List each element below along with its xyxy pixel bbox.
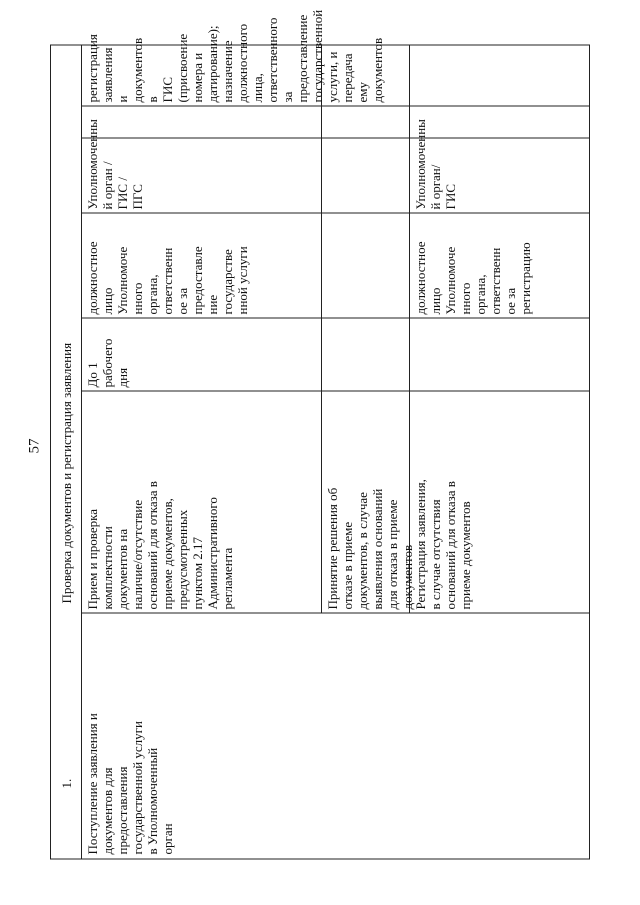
action-registration: Регистрация заявления, в случае отсутствия оснований для отказа в приеме документов bbox=[413, 479, 473, 610]
col-divider-4 bbox=[81, 213, 589, 214]
col-divider-6 bbox=[81, 106, 589, 107]
section-number: 1. bbox=[59, 778, 74, 789]
action-receive-check: Прием и проверка комплектности документов на наличие/отсутствие оснований для отказа в приеме документов, предусмотренных пунктом 2.17 Административного регламента bbox=[85, 481, 235, 610]
page-number: 57 bbox=[26, 438, 43, 454]
row-divider-1 bbox=[321, 46, 322, 614]
basis-cell: Поступление заявления и документов для предоставления государственной услуги в Уполномоченный орган bbox=[85, 713, 175, 855]
procedure-table bbox=[50, 9, 590, 860]
place-cell-3: Уполномоченны й орган/ГИС bbox=[413, 119, 458, 210]
col-divider-5 bbox=[81, 138, 589, 139]
place-cell-1: Уполномоченны й орган / ГИС / ПГС bbox=[85, 119, 145, 210]
rotated-table-page bbox=[50, 9, 590, 860]
col-divider-1 bbox=[81, 613, 589, 614]
official-cell-3: должностное лицо Уполномоче нного органа, ответственн ое за регистрацию bbox=[413, 241, 533, 315]
action-refusal: Принятие решения об отказе в приеме документов, в случае выявления оснований для отказа в приеме документов bbox=[325, 487, 415, 610]
section-title: Проверка документов и регистрация заявления bbox=[59, 342, 74, 604]
result-cell-1: регистрация заявления и документов в ГИС (присвоение номера и датирование); назначение должностного лица, ответственного за предоставление государственной услуги, и передача ему документов bbox=[85, 9, 385, 103]
term-cell: До 1 рабочего дня bbox=[85, 338, 130, 388]
col-divider-3 bbox=[81, 318, 589, 319]
header-divider bbox=[81, 46, 82, 859]
col-divider-2 bbox=[81, 391, 589, 392]
official-cell-1: должностное лицо Уполномоче нного органа, ответственн ое за предоставле ние государстве нной услуги bbox=[85, 241, 250, 315]
